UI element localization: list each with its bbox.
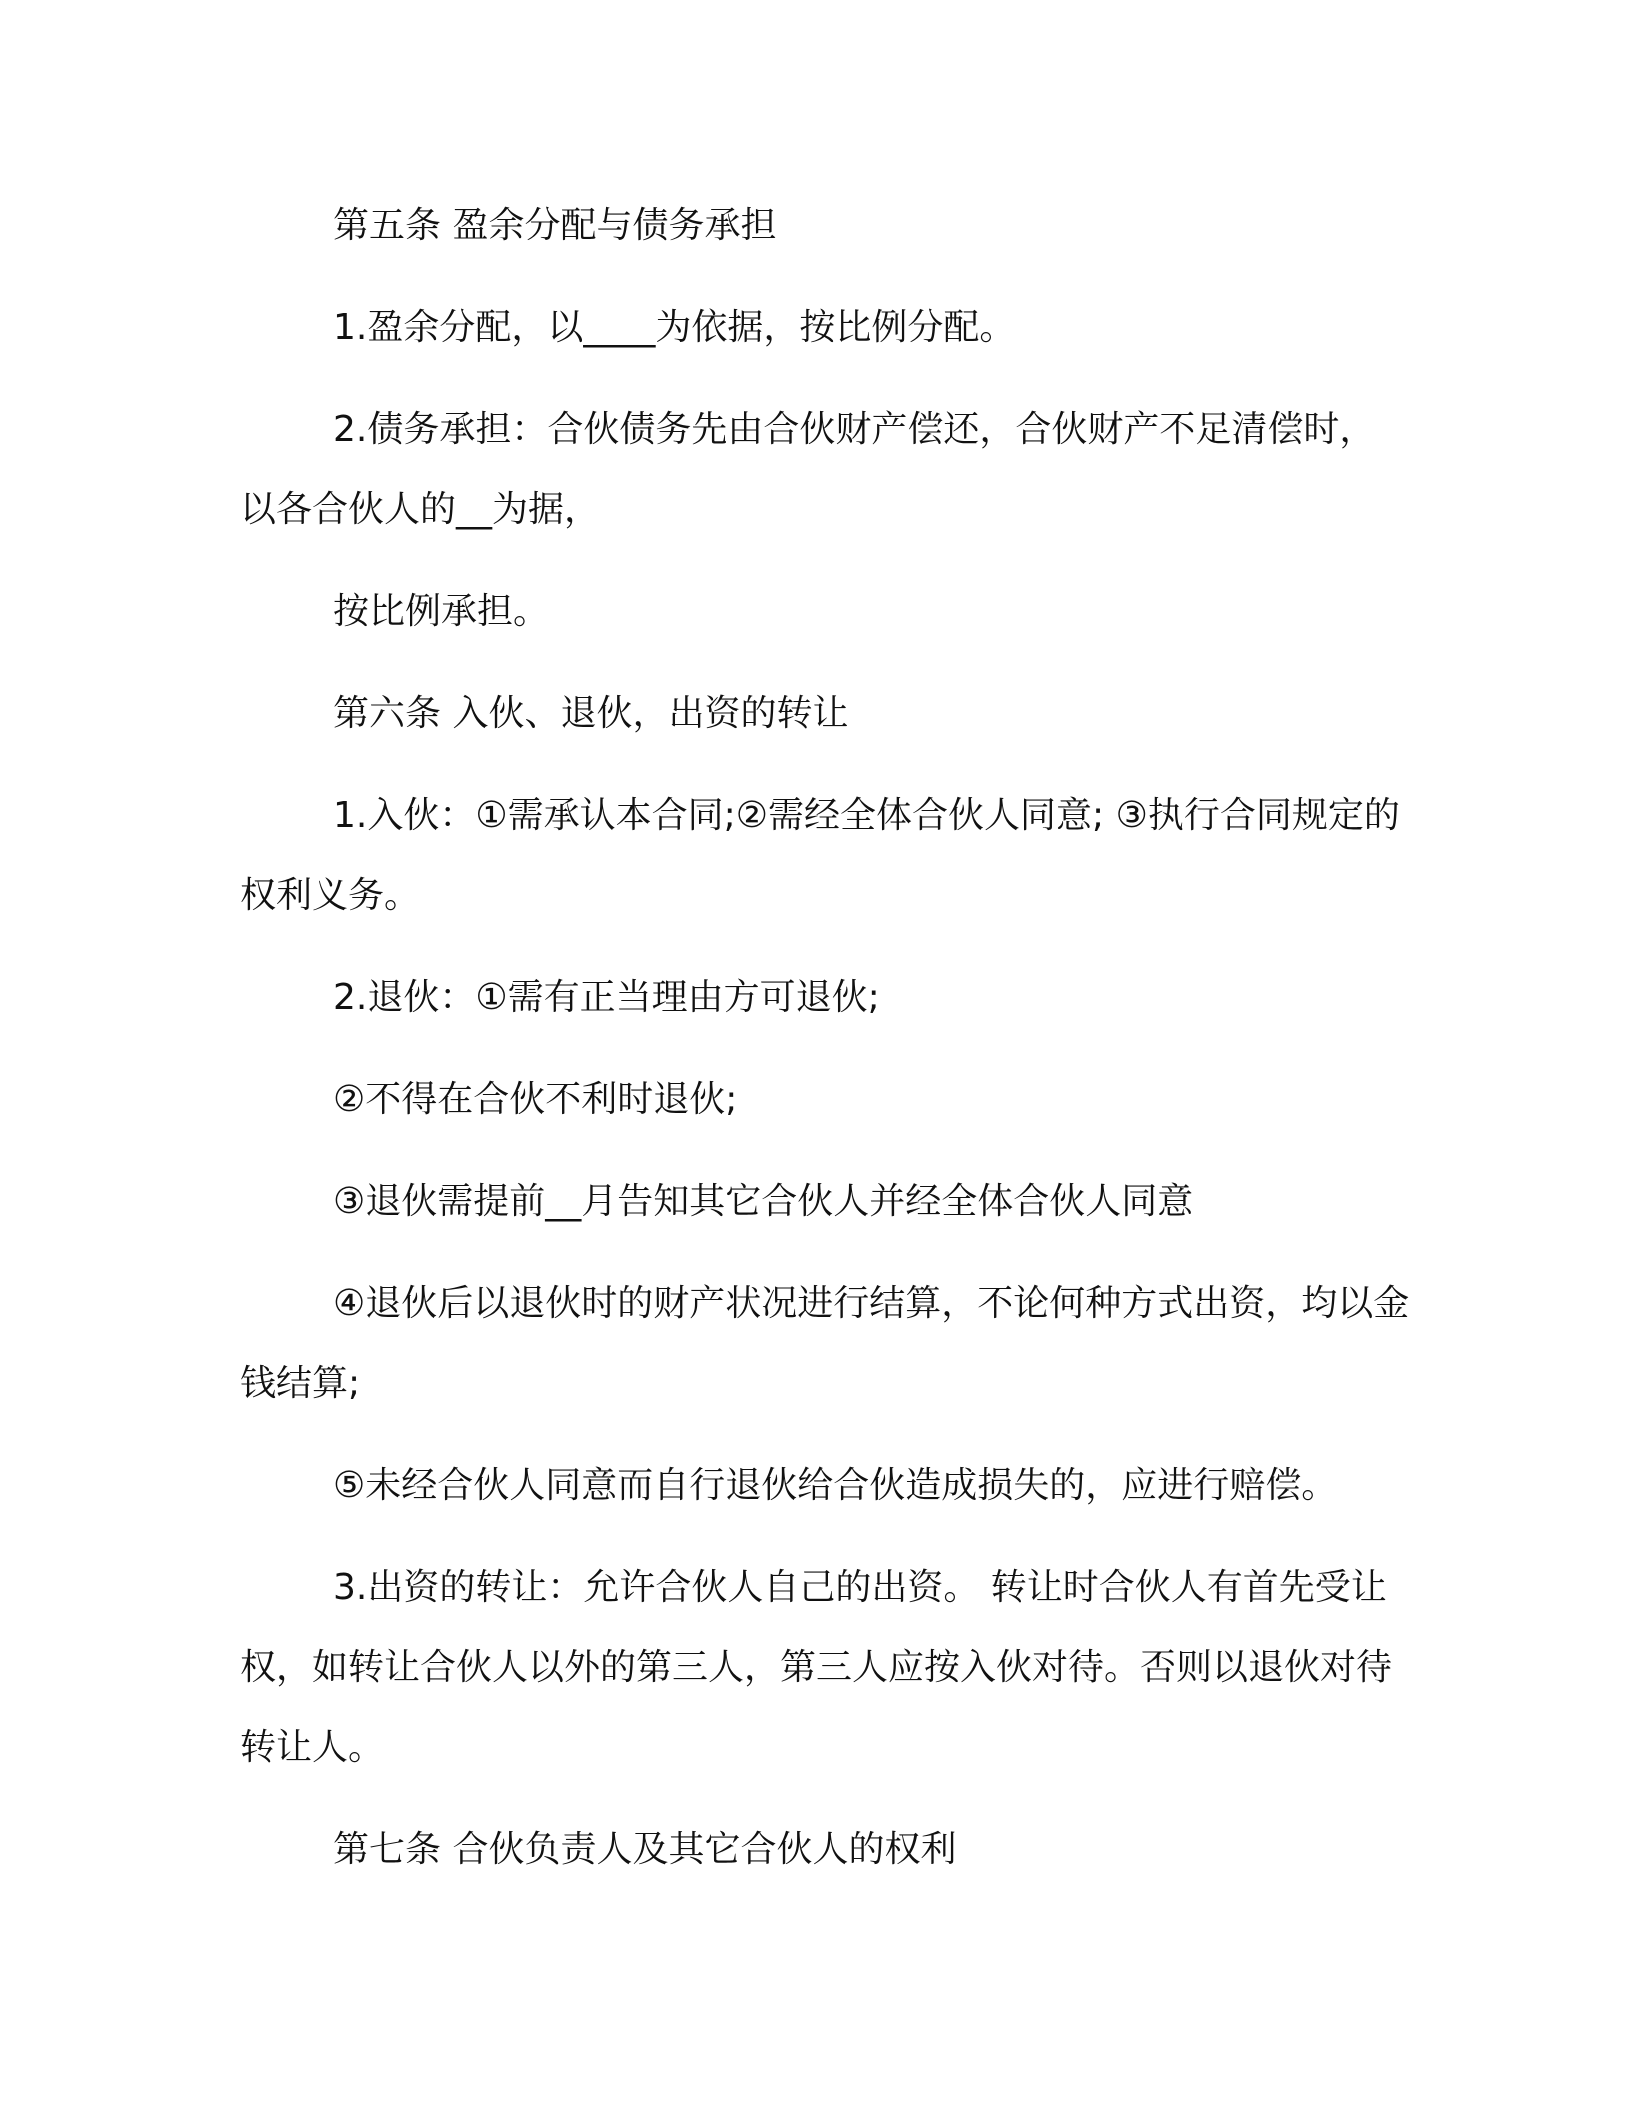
article-5-clause-2: 2.债务承担：合伙债务先由合伙财产偿还，合伙财产不足清偿时，以各合伙人的__为据，: [240, 409, 1376, 530]
article-7-heading: 第七条 合伙负责人及其它合伙人的权利: [333, 1829, 957, 1870]
article-6-heading: 第六条 入伙、退伙，出资的转让: [333, 693, 849, 734]
article-6-clause-1: 1.入伙：①需承认本合同;②需经全体合伙人同意; ③执行合同规定的权利义务。: [240, 795, 1400, 916]
article-5-heading: 第五条 盈余分配与债务承担: [333, 205, 777, 246]
article-6-clause-2-item-4: ④退伙后以退伙时的财产状况进行结算，不论何种方式出资，均以金钱结算;: [240, 1283, 1410, 1404]
article-6-clause-2: 2.退伙：①需有正当理由方可退伙;: [333, 977, 880, 1018]
article-5-clause-1: 1.盈余分配，以____为依据，按比例分配。: [333, 307, 1016, 348]
article-6-clause-3: 3.出资的转让：允许合伙人自己的出资。 转让时合伙人有首先受让权，如转让合伙人以外的第三人，第三人应按入伙对待。否则以退伙对待转让人。: [240, 1567, 1393, 1768]
article-6-clause-2-item-2: ②不得在合伙不利时退伙;: [333, 1079, 738, 1120]
article-6-clause-2-item-3: ③退伙需提前__月告知其它合伙人并经全体合伙人同意: [333, 1181, 1194, 1222]
article-6-clause-2-item-5: ⑤未经合伙人同意而自行退伙给合伙造成损失的，应进行赔偿。: [333, 1465, 1338, 1506]
document-page: [240, 186, 1410, 1890]
article-5-clause-2-continued: 按比例承担。: [333, 591, 550, 632]
